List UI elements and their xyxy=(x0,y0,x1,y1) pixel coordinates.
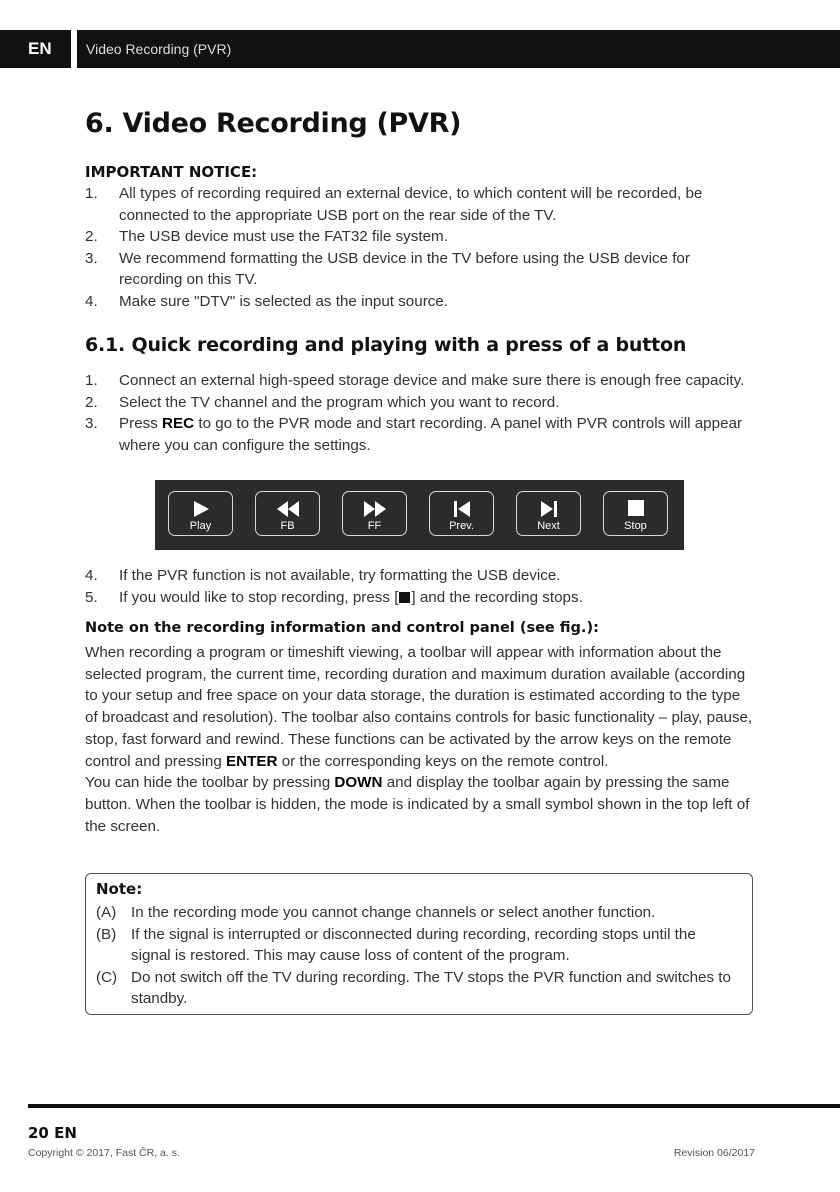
paragraph-text: When recording a program or timeshift viewing, a toolbar will appear with information about the selected program, the current time, recording duration and maximum duration available (according to your setup and free space on your data storage, the duration is estimated according to the type of broadcast and resolution). The toolbar also contains controls for basic functionality – play, pause, stop, fast forward and rewind. These functions can be activated by the arrow keys on the remote control and pressing xyxy=(85,644,753,770)
item-number: (C) xyxy=(96,968,118,986)
list-item xyxy=(85,248,755,291)
recording-info-title: Note on the recording information and control panel (see fig.): xyxy=(85,620,599,636)
button-label: Next xyxy=(537,520,560,532)
notice-list xyxy=(85,183,755,312)
button-label: FB xyxy=(280,520,295,532)
play-icon xyxy=(191,499,211,519)
recording-info-text xyxy=(85,642,757,837)
previous-icon xyxy=(452,499,472,519)
stop-icon xyxy=(627,499,645,517)
list-item xyxy=(85,370,755,392)
play-button[interactable] xyxy=(168,491,233,536)
item-number: 2. xyxy=(85,393,98,411)
item-text: Connect an external high-speed storage device and make sure there is enough free capacity. xyxy=(119,372,745,389)
page-number: 20 EN xyxy=(28,1124,77,1142)
list-item xyxy=(96,902,736,924)
copyright-text: Copyright © 2017, Fast ČR, a. s. xyxy=(28,1147,180,1159)
button-label: Play xyxy=(189,520,212,532)
item-number: 1. xyxy=(85,372,98,389)
list-item xyxy=(85,565,755,587)
steps-list xyxy=(85,370,755,456)
enter-key-label: ENTER xyxy=(226,752,278,770)
item-number: 1. xyxy=(85,185,98,202)
item-text: If the PVR function is not available, try formatting the USB device. xyxy=(119,567,561,584)
item-text-pre: If you would like to stop recording, press [ xyxy=(119,588,399,606)
item-number: (B) xyxy=(96,925,117,943)
revision-text: Revision 06/2017 xyxy=(673,1147,755,1159)
footer-rule xyxy=(28,1104,840,1108)
item-text-post: ] and the recording stops. xyxy=(411,588,583,606)
page-title: 6. Video Recording (PVR) xyxy=(85,108,462,139)
language-tag: EN xyxy=(28,39,52,58)
list-item xyxy=(96,924,736,967)
fast-backward-icon xyxy=(275,499,301,519)
item-number: 4. xyxy=(85,567,98,584)
note-list xyxy=(96,902,736,1010)
list-item xyxy=(85,392,755,414)
list-item xyxy=(96,967,736,1010)
item-text: Make sure "DTV" is selected as the input source. xyxy=(119,292,449,310)
button-label: Prev. xyxy=(449,520,474,532)
item-number: 2. xyxy=(85,228,98,245)
list-item xyxy=(85,226,755,248)
paragraph-text: or the corresponding keys on the remote control. xyxy=(277,752,609,770)
item-number: (A) xyxy=(96,904,117,921)
paragraph-text: You can hide the toolbar by pressing xyxy=(85,774,335,792)
item-text: Select the TV channel and the program which you want to record. xyxy=(119,393,560,411)
item-text: Do not switch off the TV during recording. The TV stops the PVR function and switches to standby. xyxy=(131,968,731,1007)
item-text: We recommend formatting the USB device in the TV before using the USB device for recording on this TV. xyxy=(119,249,690,288)
list-item xyxy=(85,587,755,609)
steps-list-continued xyxy=(85,565,755,608)
item-number: 3. xyxy=(85,415,98,432)
important-notice-title: IMPORTANT NOTICE: xyxy=(85,163,258,181)
list-item xyxy=(85,291,755,313)
item-number: 5. xyxy=(85,588,98,606)
button-label: Stop xyxy=(624,520,647,532)
button-label: FF xyxy=(367,520,382,532)
paragraph-text: and display the toolbar again by pressing the same button. When the toolbar is hidden, the mode is indicated by a small symbol shown in the top left of the screen. xyxy=(85,774,750,835)
item-text-post: to go to the PVR mode and start recording. A panel with PVR controls will appear where you can configure the settings. xyxy=(119,415,743,454)
fast-forward-button[interactable] xyxy=(342,491,407,536)
main-content xyxy=(85,108,755,456)
note-box xyxy=(85,873,753,1015)
item-text: The USB device must use the FAT32 file system. xyxy=(119,228,448,245)
item-number: 4. xyxy=(85,292,98,310)
item-text: In the recording mode you cannot change channels or select another function. xyxy=(131,904,656,921)
stop-square-icon xyxy=(399,592,410,603)
section-heading: 6.1. Quick recording and playing with a press of a button xyxy=(85,334,687,356)
next-icon xyxy=(539,499,559,519)
item-text: All types of recording required an external device, to which content will be recorded, be connected to the appropriate USB port on the rear side of the TV. xyxy=(119,185,703,224)
item-text-pre: Press xyxy=(119,415,163,432)
note-title: Note: xyxy=(96,880,143,898)
rec-key-label: REC xyxy=(162,415,195,432)
fast-backward-button[interactable] xyxy=(255,491,320,536)
fast-forward-icon xyxy=(362,499,388,519)
item-number: 3. xyxy=(85,249,98,267)
pvr-control-panel xyxy=(155,480,684,550)
list-item xyxy=(85,183,755,226)
down-key-label: DOWN xyxy=(334,774,383,792)
header-section-title: Video Recording (PVR) xyxy=(86,41,232,57)
item-text: If the signal is interrupted or disconnected during recording, recording stops until the signal is restored. This may cause loss of content of the program. xyxy=(131,925,696,964)
list-item xyxy=(85,413,755,456)
previous-button[interactable] xyxy=(429,491,494,536)
next-button[interactable] xyxy=(516,491,581,536)
stop-button[interactable] xyxy=(603,491,668,536)
header-separator xyxy=(71,30,77,68)
